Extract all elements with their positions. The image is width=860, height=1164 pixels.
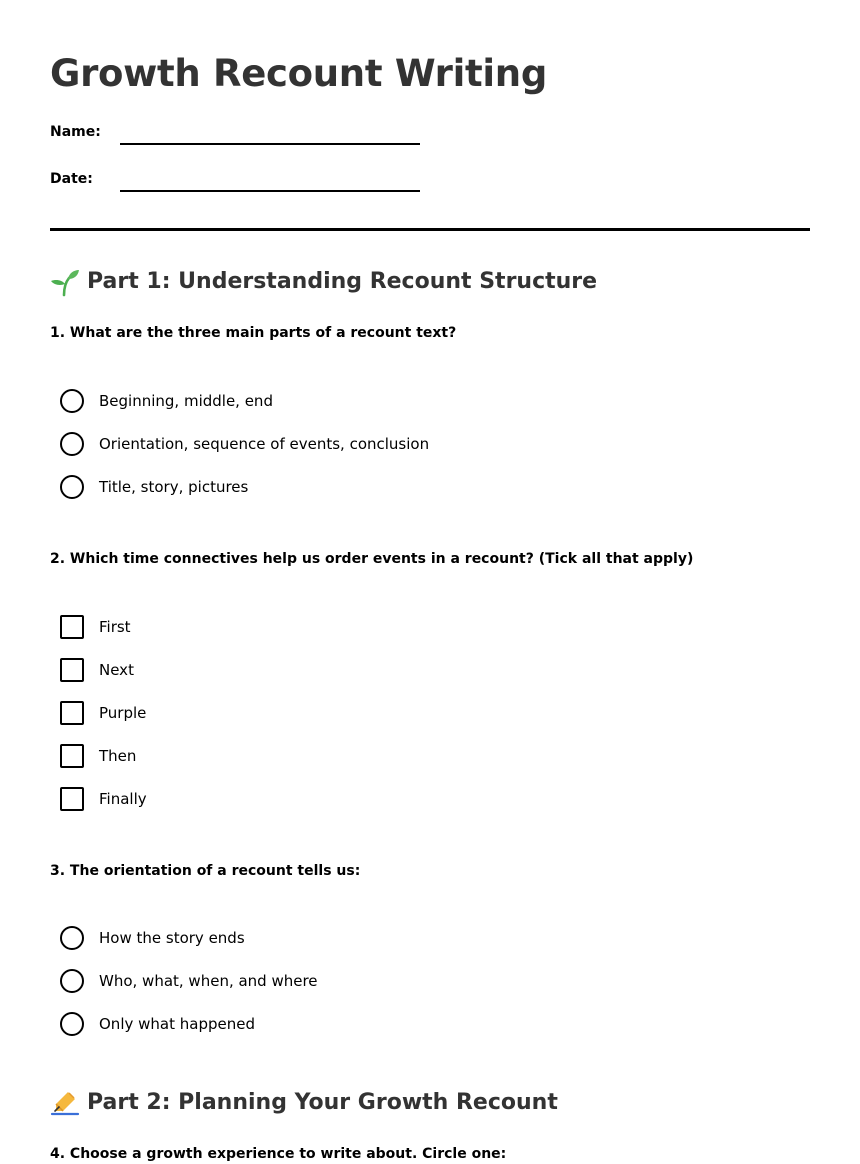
checkbox[interactable] — [60, 615, 84, 639]
name-input-line[interactable] — [120, 143, 420, 145]
date-label: Date: — [50, 171, 93, 187]
checkbox[interactable] — [60, 787, 84, 811]
option-label: First — [99, 618, 131, 636]
question-4: 4. Choose a growth experience to write about. Circle one: — [50, 1146, 507, 1162]
part1-heading — [50, 267, 597, 297]
option-label: Title, story, pictures — [99, 478, 249, 496]
question-2: 2. Which time connectives help us order events in a recount? (Tick all that apply) — [50, 551, 694, 567]
question-3: 3. The orientation of a recount tells us: — [50, 863, 361, 879]
header-divider — [50, 228, 810, 231]
seedling-icon — [50, 267, 80, 297]
radio-button[interactable] — [60, 926, 84, 950]
radio-button[interactable] — [60, 969, 84, 993]
part2-heading — [50, 1088, 558, 1118]
radio-button[interactable] — [60, 432, 84, 456]
radio-button[interactable] — [60, 475, 84, 499]
q2-option-2[interactable] — [60, 657, 134, 683]
name-label: Name: — [50, 124, 101, 140]
option-label: Who, what, when, and where — [99, 972, 318, 990]
option-label: Beginning, middle, end — [99, 392, 273, 410]
q2-option-3[interactable] — [60, 700, 146, 726]
q1-option-3[interactable] — [60, 474, 248, 500]
page-title: Growth Recount Writing — [50, 52, 548, 95]
option-label: Only what happened — [99, 1015, 255, 1033]
radio-button[interactable] — [60, 1012, 84, 1036]
q2-option-1[interactable] — [60, 614, 131, 640]
option-label: Finally — [99, 790, 147, 808]
part1-title: Part 1: Understanding Recount Structure — [87, 269, 598, 294]
checkbox[interactable] — [60, 744, 84, 768]
checkbox[interactable] — [60, 658, 84, 682]
name-field[interactable] — [50, 122, 420, 146]
date-field[interactable] — [50, 169, 420, 193]
option-label: Next — [99, 661, 134, 679]
writing-hand-icon — [50, 1088, 80, 1118]
part2-title: Part 2: Planning Your Growth Recount — [87, 1090, 558, 1115]
q3-option-3[interactable] — [60, 1011, 255, 1037]
q3-option-1[interactable] — [60, 925, 245, 951]
q1-option-1[interactable] — [60, 388, 273, 414]
question-1: 1. What are the three main parts of a recount text? — [50, 325, 457, 341]
q2-option-5[interactable] — [60, 786, 147, 812]
q3-option-2[interactable] — [60, 968, 318, 994]
option-label: Orientation, sequence of events, conclusion — [99, 435, 430, 453]
option-label: Then — [99, 747, 137, 765]
radio-button[interactable] — [60, 389, 84, 413]
option-label: Purple — [99, 704, 147, 722]
option-label: How the story ends — [99, 929, 245, 947]
q1-option-2[interactable] — [60, 431, 429, 457]
checkbox[interactable] — [60, 701, 84, 725]
date-input-line[interactable] — [120, 190, 420, 192]
q2-option-4[interactable] — [60, 743, 136, 769]
